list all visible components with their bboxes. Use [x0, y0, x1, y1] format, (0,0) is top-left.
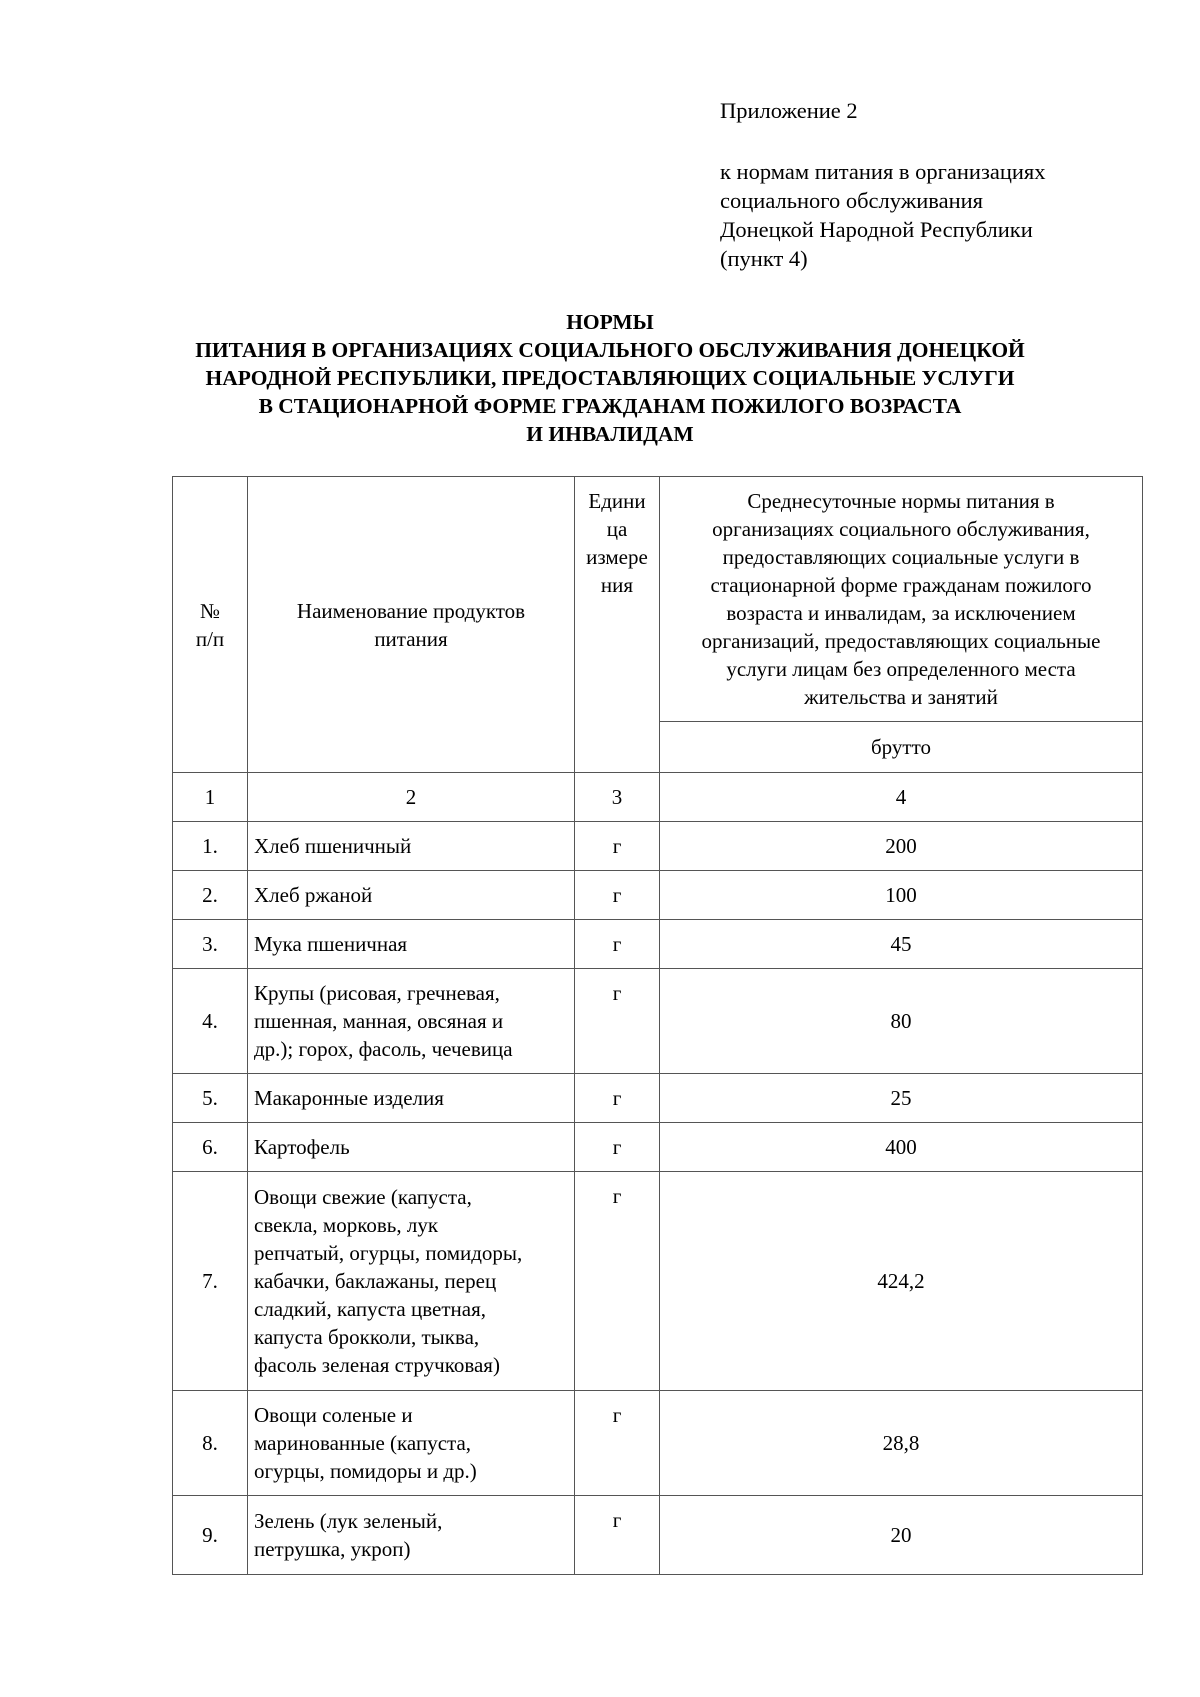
table-row [173, 920, 1143, 969]
norm-value: 25 [660, 1074, 1143, 1123]
header-norms-line: Среднесуточные нормы питания в [747, 489, 1055, 513]
unit: г [575, 1391, 660, 1496]
row-number: 2. [173, 871, 248, 920]
product-name-line: маринованные (капуста, [254, 1431, 472, 1455]
norm-value: 424,2 [660, 1172, 1143, 1391]
product-name [248, 822, 575, 871]
column-number: 4 [660, 773, 1143, 822]
unit: г [575, 1123, 660, 1172]
header-unit-line: ния [600, 573, 634, 597]
title-line: В СТАЦИОНАРНОЙ ФОРМЕ ГРАЖДАНАМ ПОЖИЛОГО ВОЗРАСТА [258, 394, 962, 418]
column-number-row [173, 773, 1143, 822]
row-number: 3. [173, 920, 248, 969]
header-brutto: брутто [660, 722, 1143, 773]
product-name-line: Зелень (лук зеленый, [254, 1509, 443, 1533]
product-name-line: Хлеб ржаной [254, 883, 373, 907]
header-norms-line: возраста и инвалидам, за исключением [726, 601, 1076, 625]
product-name-line: Картофель [254, 1135, 350, 1159]
unit: г [575, 969, 660, 1074]
table-row [173, 1172, 1143, 1391]
norm-value: 28,8 [660, 1391, 1143, 1496]
header-unit-line: ца [606, 517, 628, 541]
header-num-line: п/п [195, 626, 225, 651]
row-number: 8. [173, 1391, 248, 1496]
attachment-title: Приложение 2 [720, 98, 858, 123]
product-name-line: кабачки, баклажаны, перец [254, 1269, 497, 1293]
document-title [150, 308, 1070, 448]
header-unit-line: измере [586, 545, 648, 569]
norms-table [172, 476, 1143, 1575]
product-name [248, 1074, 575, 1123]
table-row [173, 1391, 1143, 1496]
row-number: 6. [173, 1123, 248, 1172]
header-norms-line: организациях социального обслуживания, [712, 517, 1090, 541]
norm-value: 20 [660, 1496, 1143, 1575]
header-unit-line: Едини [588, 489, 646, 513]
product-name-line: капуста брокколи, тыква, [254, 1325, 480, 1349]
product-name-line: Крупы (рисовая, гречневая, [254, 981, 500, 1005]
header-unit [575, 477, 660, 773]
row-number: 4. [173, 969, 248, 1074]
product-name [248, 1391, 575, 1496]
header-norms-line: жительства и занятий [804, 685, 998, 709]
product-name-line: Овощи соленые и [254, 1403, 413, 1427]
header-norms-line: предоставляющих социальные услуги в [722, 545, 1080, 569]
table-row [173, 871, 1143, 920]
product-name [248, 871, 575, 920]
norm-value: 80 [660, 969, 1143, 1074]
header-norms-line: организаций, предоставляющих социальные [701, 629, 1101, 653]
title-line: ПИТАНИЯ В ОРГАНИЗАЦИЯХ СОЦИАЛЬНОГО ОБСЛУЖИВАНИЯ ДОНЕЦКОЙ [195, 338, 1025, 362]
norm-value: 45 [660, 920, 1143, 969]
product-name [248, 1172, 575, 1391]
attachment-ref-line: социального обслуживания [720, 188, 984, 213]
attachment-block [720, 96, 1160, 273]
product-name [248, 1496, 575, 1575]
row-number: 5. [173, 1074, 248, 1123]
product-name-line: Макаронные изделия [254, 1086, 444, 1110]
norm-value: 400 [660, 1123, 1143, 1172]
title-line: НОРМЫ [566, 310, 654, 334]
norm-value: 200 [660, 822, 1143, 871]
norm-value: 100 [660, 871, 1143, 920]
table-row [173, 1123, 1143, 1172]
column-number: 1 [173, 773, 248, 822]
product-name [248, 969, 575, 1074]
header-num [173, 477, 248, 773]
product-name-line: Мука пшеничная [254, 932, 408, 956]
product-name-line: сладкий, капуста цветная, [254, 1297, 486, 1321]
table-row [173, 1074, 1143, 1123]
product-name-line: свекла, морковь, лук [254, 1213, 439, 1237]
unit: г [575, 1074, 660, 1123]
product-name [248, 920, 575, 969]
unit: г [575, 822, 660, 871]
unit: г [575, 871, 660, 920]
column-number: 3 [575, 773, 660, 822]
attachment-ref-line: (пункт 4) [720, 246, 808, 271]
row-number: 7. [173, 1172, 248, 1391]
header-norms-line: услуги лицам без определенного места [726, 657, 1076, 681]
header-name [248, 477, 575, 773]
title-line: НАРОДНОЙ РЕСПУБЛИКИ, ПРЕДОСТАВЛЯЮЩИХ СОЦИАЛЬНЫЕ УСЛУГИ [205, 366, 1015, 390]
product-name [248, 1123, 575, 1172]
header-name-line: Наименование продуктов [296, 598, 526, 623]
product-name-line: петрушка, укроп) [254, 1537, 411, 1561]
header-norms [660, 477, 1143, 722]
product-name-line: репчатый, огурцы, помидоры, [254, 1241, 523, 1265]
product-name-line: пшенная, манная, овсяная и [254, 1009, 504, 1033]
row-number: 1. [173, 822, 248, 871]
product-name-line: огурцы, помидоры и др.) [254, 1459, 477, 1483]
row-number: 9. [173, 1496, 248, 1575]
attachment-ref-line: Донецкой Народной Республики [720, 217, 1033, 242]
header-num-line: № [199, 598, 221, 623]
unit: г [575, 1496, 660, 1575]
product-name-line: Овощи свежие (капуста, [254, 1185, 472, 1209]
attachment-ref-line: к нормам питания в организациях [720, 159, 1046, 184]
unit: г [575, 920, 660, 969]
header-norms-line: стационарной форме гражданам пожилого [710, 573, 1092, 597]
table-row [173, 969, 1143, 1074]
product-name-line: Хлеб пшеничный [254, 834, 412, 858]
unit: г [575, 1172, 660, 1391]
table-header-row [173, 477, 1143, 722]
product-name-line: др.); горох, фасоль, чечевица [254, 1037, 513, 1061]
table-row [173, 822, 1143, 871]
table-row [173, 1496, 1143, 1575]
column-number: 2 [248, 773, 575, 822]
product-name-line: фасоль зеленая стручковая) [254, 1353, 500, 1377]
header-name-line: питания [374, 626, 448, 651]
title-line: И ИНВАЛИДАМ [526, 422, 694, 446]
